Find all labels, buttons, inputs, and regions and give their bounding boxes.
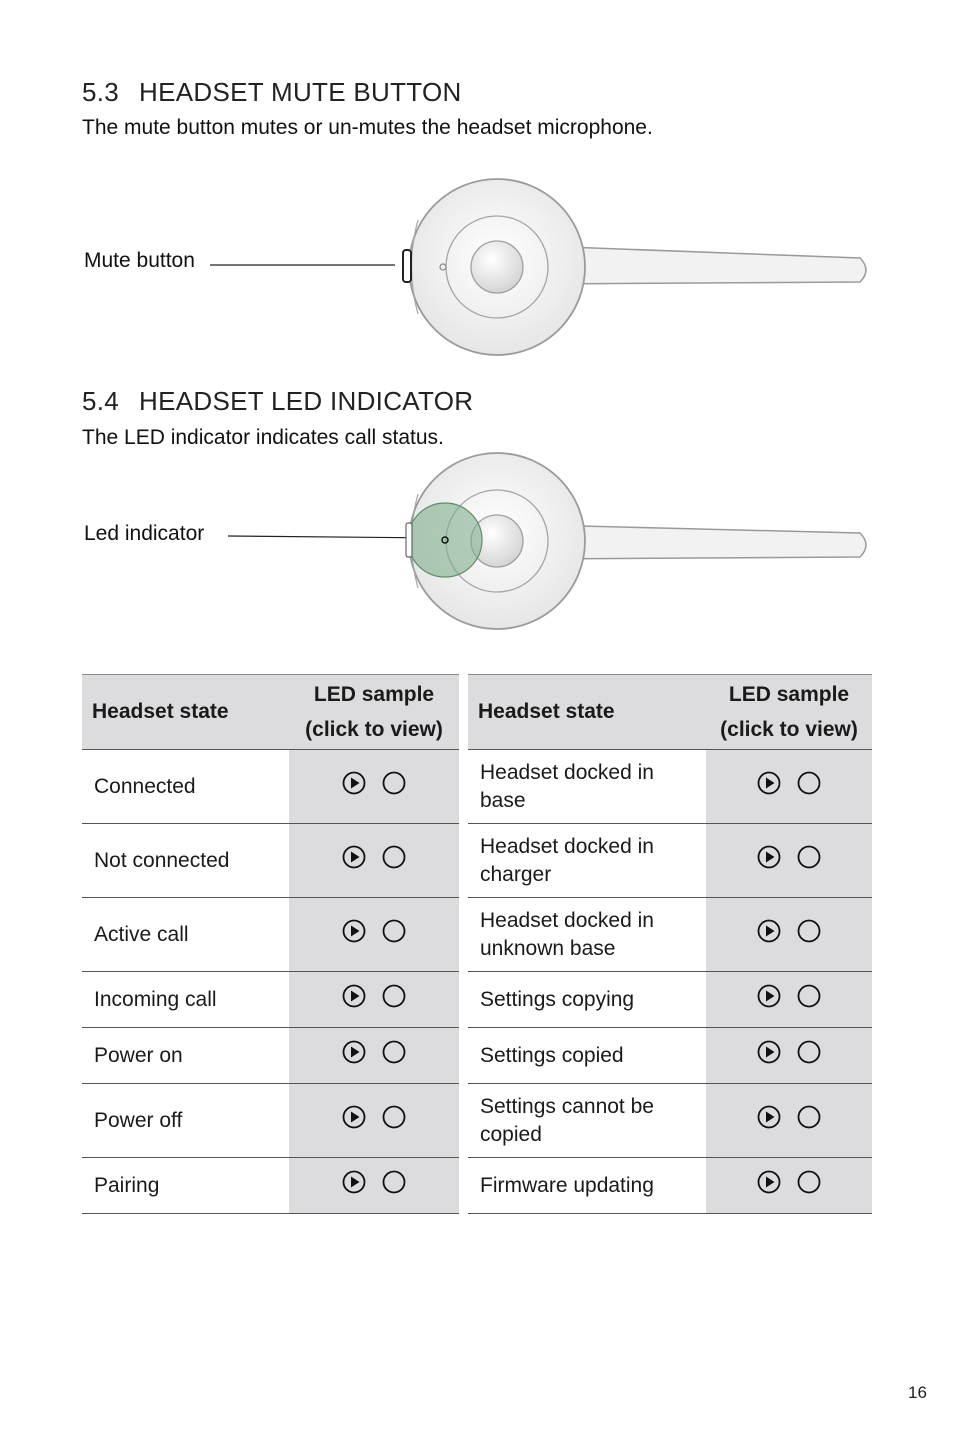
play-icon[interactable] [757, 771, 781, 795]
led-indicator-callout-label: Led indicator [84, 522, 205, 545]
led-sample-cell [289, 898, 459, 972]
header-led-sample-line1: LED sample [313, 683, 435, 706]
section-title-led [82, 386, 473, 417]
table-row [468, 1028, 872, 1084]
led-circle-icon [382, 1040, 406, 1064]
header-led-sample-line2: (click to view) [720, 718, 858, 741]
table-row [82, 1028, 459, 1084]
section-title-mute [82, 77, 462, 108]
led-circle-icon [382, 1170, 406, 1194]
led-sample-cell [289, 972, 459, 1028]
table-row [82, 750, 459, 824]
headset-led-illustration [220, 447, 880, 637]
section-heading: HEADSET MUTE BUTTON [139, 77, 462, 107]
section-heading: HEADSET LED INDICATOR [139, 386, 474, 416]
section-description-mute: The mute button mutes or un-mutes the headset microphone. [82, 116, 653, 139]
headset-state-cell: Headset docked in base [468, 750, 706, 824]
headset-state-cell: Power off [82, 1084, 289, 1158]
headset-state-cell: Headset docked in unknown base [468, 898, 706, 972]
table-row [468, 898, 872, 972]
headset-state-cell: Headset docked in charger [468, 824, 706, 898]
led-circle-icon [382, 919, 406, 943]
led-circle-icon [382, 845, 406, 869]
led-sample-cell [706, 750, 872, 824]
led-circle-icon [797, 771, 821, 795]
headset-state-cell: Not connected [82, 824, 289, 898]
table-row [82, 824, 459, 898]
header-headset-state: Headset state [468, 675, 706, 750]
table-row [82, 972, 459, 1028]
led-table-left [82, 674, 459, 1214]
header-led-sample-line2: (click to view) [305, 718, 443, 741]
play-icon[interactable] [342, 1170, 366, 1194]
led-circle-icon [797, 1040, 821, 1064]
header-led-sample-line1: LED sample [728, 683, 850, 706]
table-row [82, 1084, 459, 1158]
headset-state-cell: Incoming call [82, 972, 289, 1028]
table-row [468, 750, 872, 824]
led-sample-cell [706, 972, 872, 1028]
play-icon[interactable] [342, 1105, 366, 1129]
header-led-sample [289, 675, 459, 750]
play-icon[interactable] [342, 919, 366, 943]
headset-state-cell: Connected [82, 750, 289, 824]
led-sample-cell [289, 1084, 459, 1158]
play-icon[interactable] [757, 845, 781, 869]
table-row [82, 1158, 459, 1214]
led-sample-cell [706, 898, 872, 972]
page-number: 16 [908, 1383, 927, 1402]
led-circle-icon [797, 1105, 821, 1129]
headset-state-cell: Settings copied [468, 1028, 706, 1084]
play-icon[interactable] [342, 771, 366, 795]
led-sample-cell [706, 1028, 872, 1084]
play-icon[interactable] [342, 984, 366, 1008]
led-circle-icon [797, 1170, 821, 1194]
led-sample-cell [289, 824, 459, 898]
led-circle-icon [797, 919, 821, 943]
led-glow-icon [408, 503, 482, 577]
headset-state-cell: Settings copying [468, 972, 706, 1028]
led-circle-icon [797, 984, 821, 1008]
led-circle-icon [382, 771, 406, 795]
section-description-led: The LED indicator indicates call status. [82, 426, 444, 449]
play-icon[interactable] [342, 845, 366, 869]
led-circle-icon [797, 845, 821, 869]
led-sample-cell [706, 1158, 872, 1214]
header-headset-state: Headset state [82, 675, 289, 750]
play-icon[interactable] [342, 1040, 366, 1064]
led-sample-cell [289, 1158, 459, 1214]
table-row [468, 1084, 872, 1158]
table-row [468, 824, 872, 898]
headset-state-cell: Firmware updating [468, 1158, 706, 1214]
led-sample-cell [289, 750, 459, 824]
led-circle-icon [382, 1105, 406, 1129]
play-icon[interactable] [757, 1170, 781, 1194]
headset-state-cell: Pairing [82, 1158, 289, 1214]
headset-state-cell: Settings cannot be copied [468, 1084, 706, 1158]
led-table-right [468, 674, 872, 1214]
headset-state-cell: Power on [82, 1028, 289, 1084]
play-icon[interactable] [757, 919, 781, 943]
table-row [82, 898, 459, 972]
section-number: 5.3 [82, 77, 120, 107]
led-circle-icon [382, 984, 406, 1008]
led-sample-cell [706, 1084, 872, 1158]
play-icon[interactable] [757, 1105, 781, 1129]
headset-state-cell: Active call [82, 898, 289, 972]
header-led-sample [706, 675, 872, 750]
led-sample-cell [289, 1028, 459, 1084]
play-icon[interactable] [757, 1040, 781, 1064]
table-row [468, 972, 872, 1028]
led-sample-cell [706, 824, 872, 898]
mute-button-icon [403, 250, 411, 282]
section-number: 5.4 [82, 386, 120, 416]
play-icon[interactable] [757, 984, 781, 1008]
mute-button-callout-label: Mute button [84, 249, 195, 272]
table-row [468, 1158, 872, 1214]
headset-mute-illustration [200, 170, 880, 365]
